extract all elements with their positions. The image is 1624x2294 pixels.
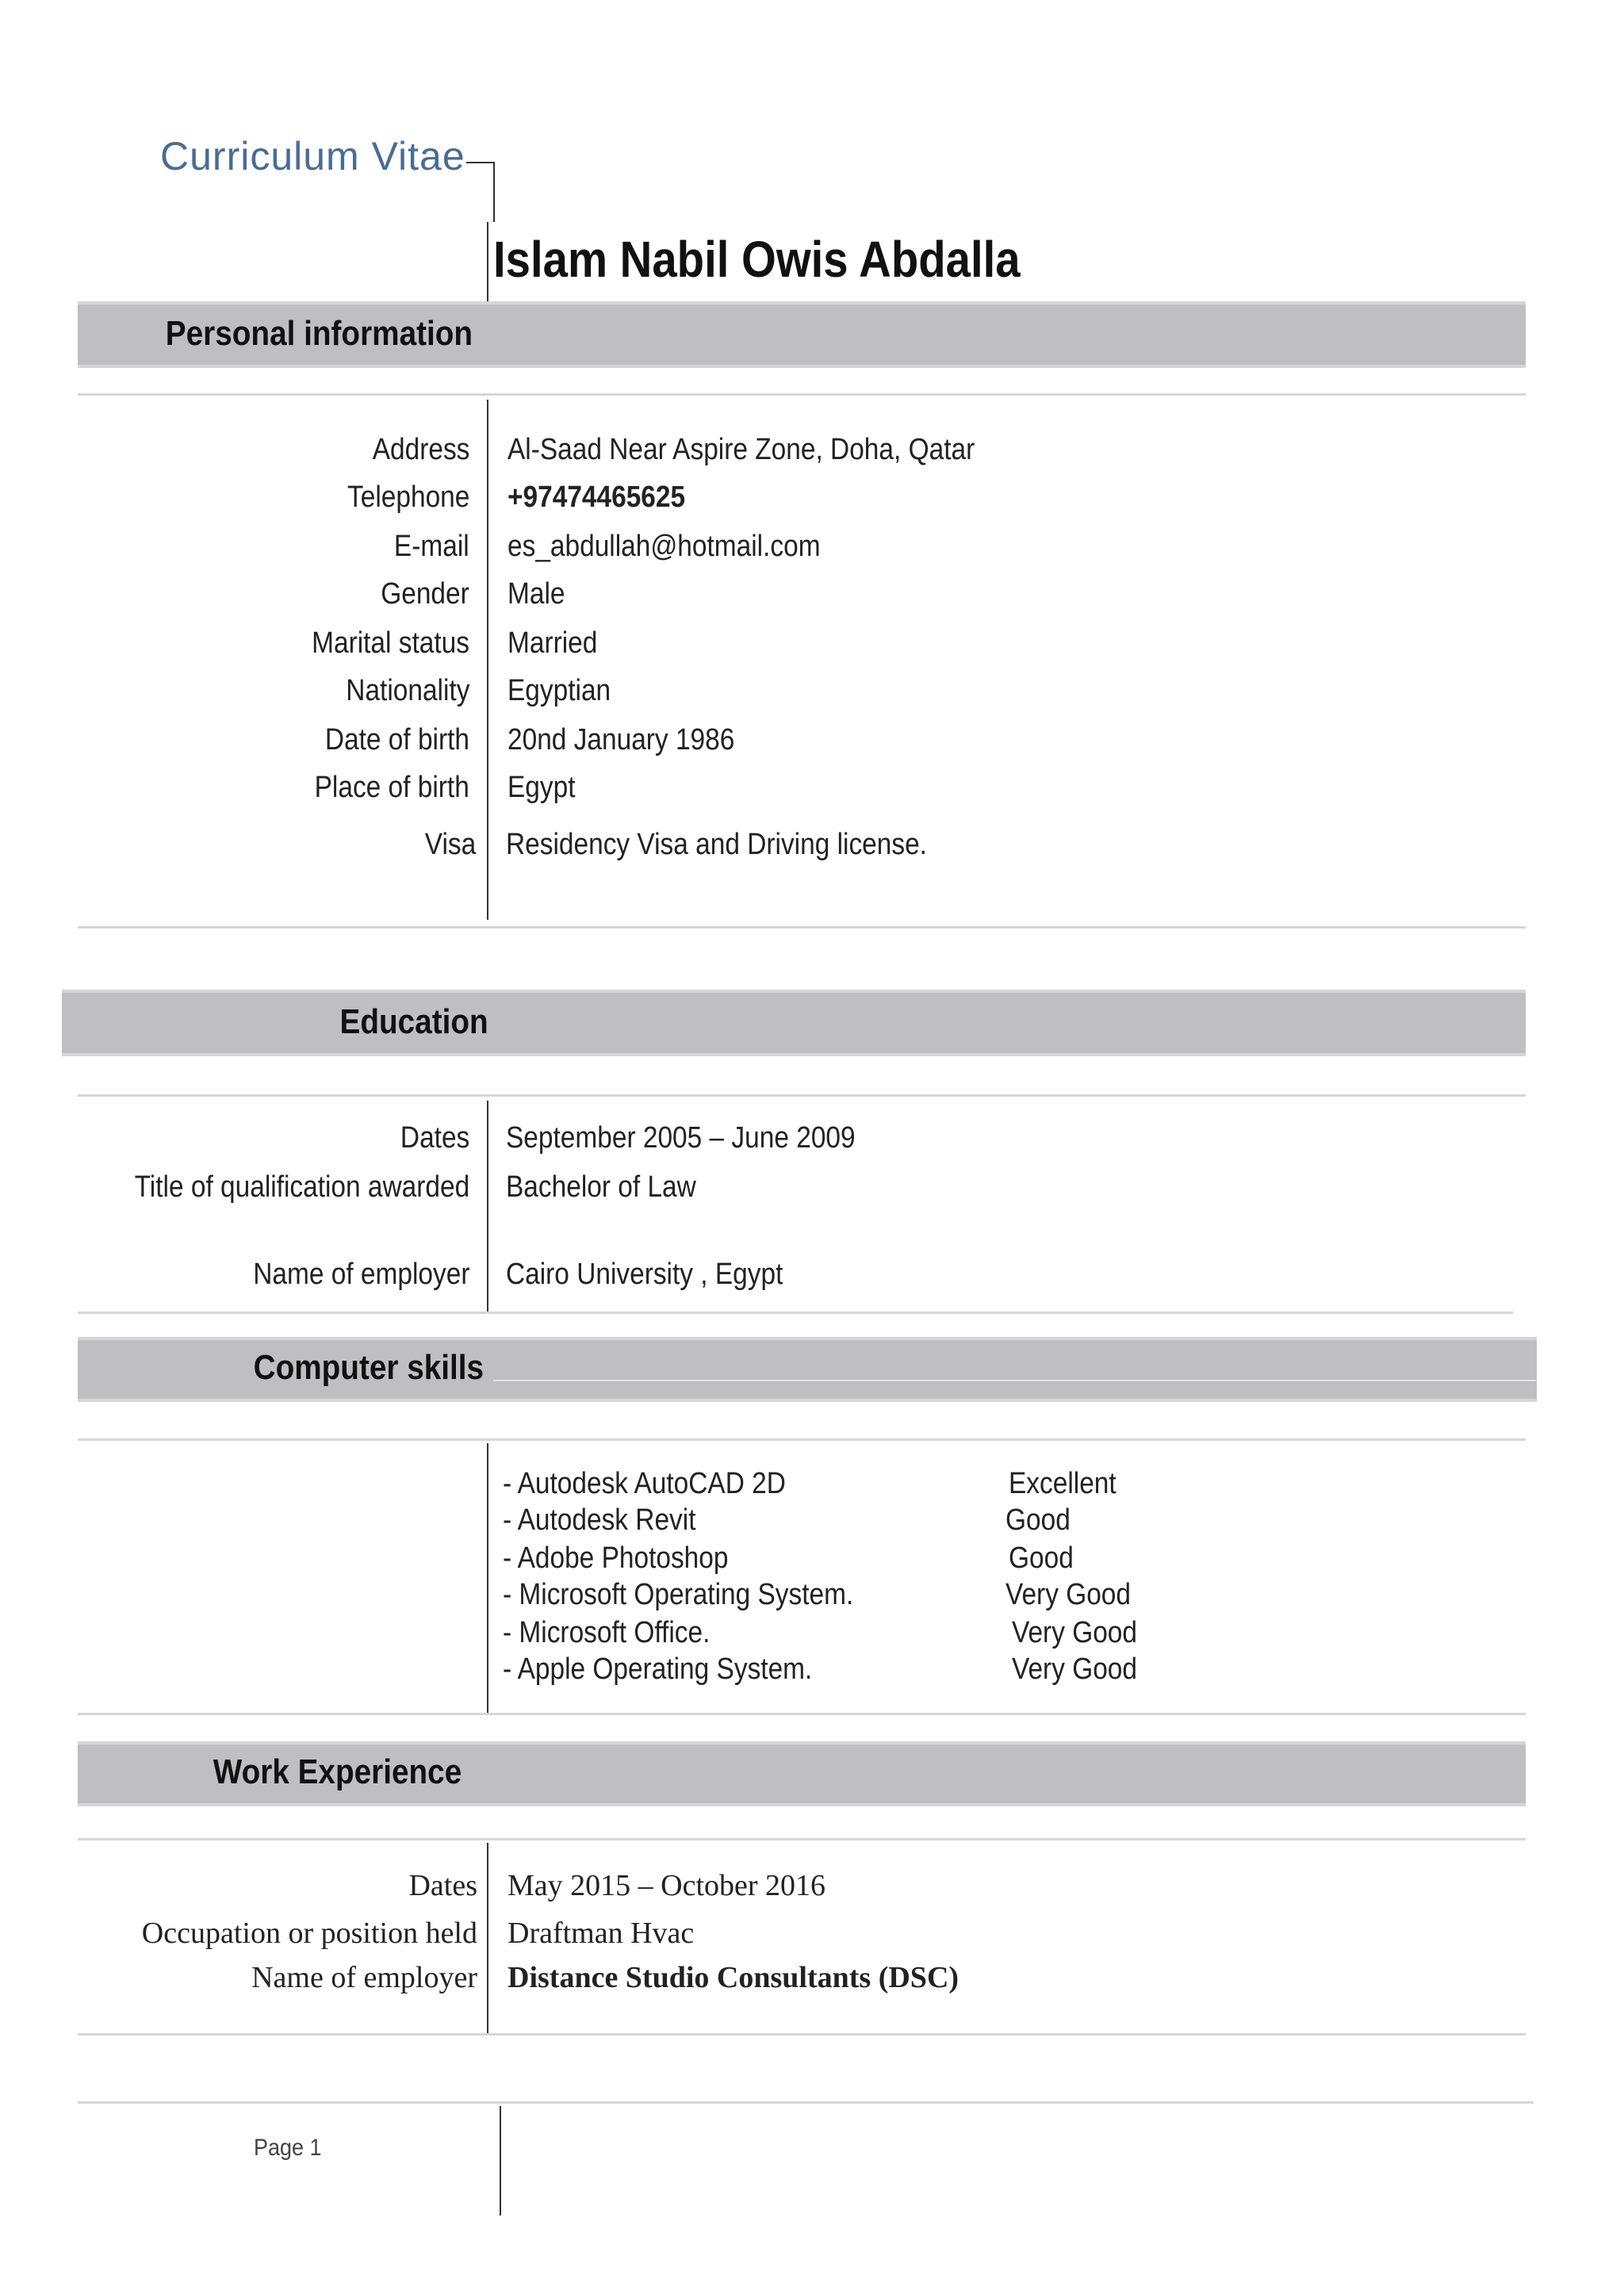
section-rule [78, 1094, 1526, 1097]
page-number: Page 1 [254, 2135, 322, 2161]
label-qualification: Title of qualification awarded [134, 1170, 469, 1204]
skill-item: - Autodesk AutoCAD 2D [503, 1467, 786, 1500]
footer-rule [78, 2101, 1534, 2104]
value-work-dates: May 2015 – October 2016 [508, 1869, 826, 1902]
value-work-employer: Distance Studio Consultants (DSC) [508, 1961, 959, 1994]
skill-item: - Microsoft Office. [503, 1616, 710, 1649]
label-education-dates: Dates [400, 1121, 469, 1155]
value-education-employer: Cairo University , Egypt [506, 1258, 783, 1291]
value-occupation: Draftman Hvac [508, 1917, 695, 1950]
label-date-of-birth: Date of birth [324, 723, 469, 756]
header-bracket-vertical [493, 162, 495, 222]
section-rule [78, 2033, 1526, 2035]
value-date-of-birth: 20nd January 1986 [508, 723, 735, 756]
value-marital-status: Married [508, 626, 598, 660]
candidate-name: Islam Nabil Owis Abdalla [493, 231, 1021, 288]
skill-level: Good [1005, 1503, 1071, 1537]
column-divider [487, 1443, 488, 1713]
section-title-work-experience: Work Experience [213, 1752, 462, 1791]
value-nationality: Egyptian [508, 674, 611, 707]
skill-level: Very Good [1012, 1616, 1138, 1649]
section-band-work-experience [78, 1741, 1526, 1806]
column-divider [487, 1101, 488, 1312]
section-band-computer-skills [78, 1337, 1537, 1402]
skill-level: Good [1009, 1541, 1074, 1575]
label-gender: Gender [381, 577, 469, 611]
label-work-dates: Dates [408, 1869, 477, 1902]
label-place-of-birth: Place of birth [314, 771, 469, 804]
skill-item: - Microsoft Operating System. [503, 1578, 854, 1611]
label-occupation: Occupation or position held [141, 1917, 477, 1950]
skill-item: - Apple Operating System. [503, 1653, 813, 1686]
band-inner-rule [493, 1380, 1537, 1381]
value-place-of-birth: Egypt [508, 771, 576, 804]
cv-title: Curriculum Vitae [160, 134, 465, 178]
label-address: Address [372, 433, 469, 466]
value-qualification: Bachelor of Law [506, 1170, 696, 1204]
label-work-employer: Name of employer [251, 1961, 477, 1994]
section-rule [78, 1713, 1526, 1715]
section-rule [78, 926, 1526, 929]
section-rule [78, 1438, 1526, 1441]
column-divider [487, 400, 488, 920]
column-divider [487, 1843, 488, 2035]
label-email: E-mail [394, 530, 469, 563]
label-telephone: Telephone [347, 481, 469, 514]
value-education-dates: September 2005 – June 2009 [506, 1121, 856, 1155]
section-rule [78, 393, 1526, 396]
section-rule [78, 1838, 1526, 1840]
section-title-computer-skills: Computer skills [253, 1348, 484, 1387]
section-title-personal: Personal information [165, 314, 473, 353]
header-bracket [466, 162, 495, 163]
skill-level: Excellent [1009, 1467, 1116, 1500]
skill-item: - Adobe Photoshop [503, 1541, 729, 1575]
value-gender: Male [508, 577, 565, 611]
column-divider [487, 222, 488, 301]
label-education-employer: Name of employer [252, 1258, 469, 1291]
section-rule [78, 1312, 1513, 1314]
value-telephone: +97474465625 [508, 481, 686, 514]
section-title-education: Education [339, 1002, 488, 1041]
label-visa: Visa [424, 828, 476, 861]
value-address: Al-Saad Near Aspire Zone, Doha, Qatar [508, 433, 975, 466]
footer-divider [500, 2106, 501, 2215]
value-visa: Residency Visa and Driving license. [506, 828, 927, 861]
value-email: es_abdullah@hotmail.com [508, 530, 821, 563]
skill-level: Very Good [1012, 1653, 1138, 1686]
skill-level: Very Good [1005, 1578, 1132, 1611]
skill-item: - Autodesk Revit [503, 1503, 696, 1537]
section-band-personal [78, 301, 1526, 368]
label-marital-status: Marital status [312, 626, 469, 660]
label-nationality: Nationality [345, 674, 469, 707]
section-band-education [62, 990, 1526, 1056]
